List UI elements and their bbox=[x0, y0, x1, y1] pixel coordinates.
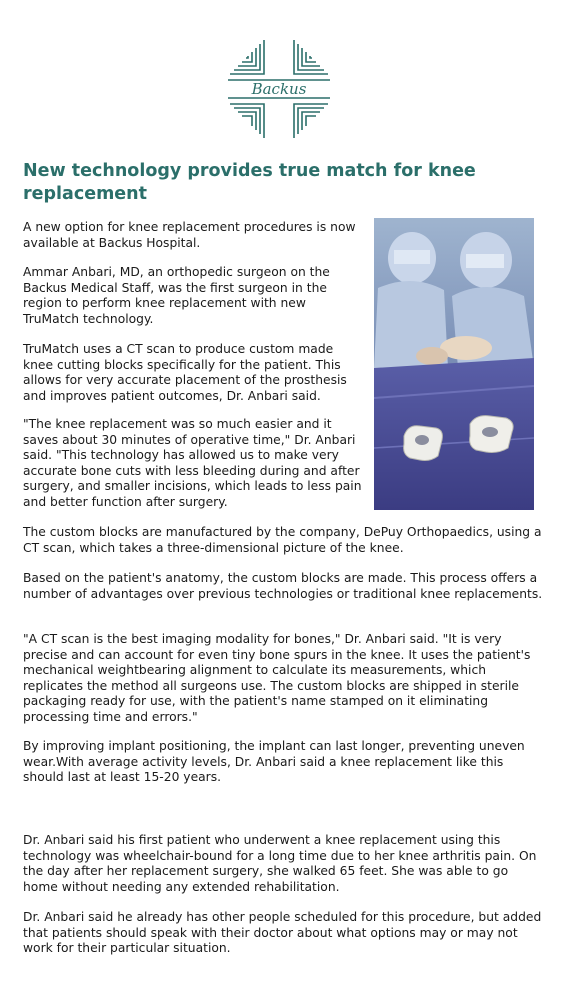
paragraph-10: Dr. Anbari said he already has other people scheduled for this procedure, but added that patients should speak with their doctor about what options may or may not work for their particular situation. bbox=[23, 910, 542, 955]
paragraph-3: TruMatch uses a CT scan to produce custom made knee cutting blocks specifically for the patient. This allows for very accurate placement of the prosthesis and improves patient outcomes, Dr. Anbari said. bbox=[23, 342, 347, 403]
backus-logo bbox=[226, 36, 332, 142]
surgery-photo-image bbox=[374, 218, 534, 510]
logo-text: Backus bbox=[251, 80, 307, 98]
article-title: New technology provides true match for knee replacement bbox=[23, 161, 476, 204]
paragraph-9: Dr. Anbari said his first patient who underwent a knee replacement using this technology was wheelchair-bound for a long time due to her knee arthritis pain. On the day after her replacement surgery, she walked 65 feet. She was able to go home without needing any extended rehabilitation. bbox=[23, 833, 537, 894]
paragraph-4: "The knee replacement was so much easier and it saves about 30 minutes of operative time," Dr. Anbari said. "This technology has allowed us to make very accurate bone cuts with less bleeding during and after surgery, and smaller incisions, which leads to less pain and better function after surgery. bbox=[23, 417, 362, 509]
paragraph-7: "A CT scan is the best imaging modality for bones," Dr. Anbari said. "It is very precise and can account for even tiny bone spurs in the knee. It uses the patient's mechanical weightbearing alignment to calculate its measurements, which replicates the method all surgeons use. The custom blocks are shipped in sterile packaging ready for use, with the patient's name stamped on it eliminating processing time and errors." bbox=[23, 632, 531, 724]
paragraph-5: The custom blocks are manufactured by the company, DePuy Orthopaedics, using a CT scan, which takes a three-dimensional picture of the knee. bbox=[23, 525, 542, 555]
paragraph-2: Ammar Anbari, MD, an orthopedic surgeon on the Backus Medical Staff, was the first surgeon in the region to perform knee replacement with new TruMatch technology. bbox=[23, 265, 330, 326]
paragraph-6: Based on the patient's anatomy, the custom blocks are made. This process offers a number of advantages over previous technologies or traditional knee replacements. bbox=[23, 571, 543, 601]
surgery-photo bbox=[374, 218, 534, 510]
paragraph-1: A new option for knee replacement procedures is now available at Backus Hospital. bbox=[23, 220, 356, 250]
paragraph-8: By improving implant positioning, the implant can last longer, preventing uneven wear.With average activity levels, Dr. Anbari said a knee replacement like this should last at least 15-20 years. bbox=[23, 739, 525, 784]
backus-cross-logo-icon bbox=[226, 36, 332, 142]
